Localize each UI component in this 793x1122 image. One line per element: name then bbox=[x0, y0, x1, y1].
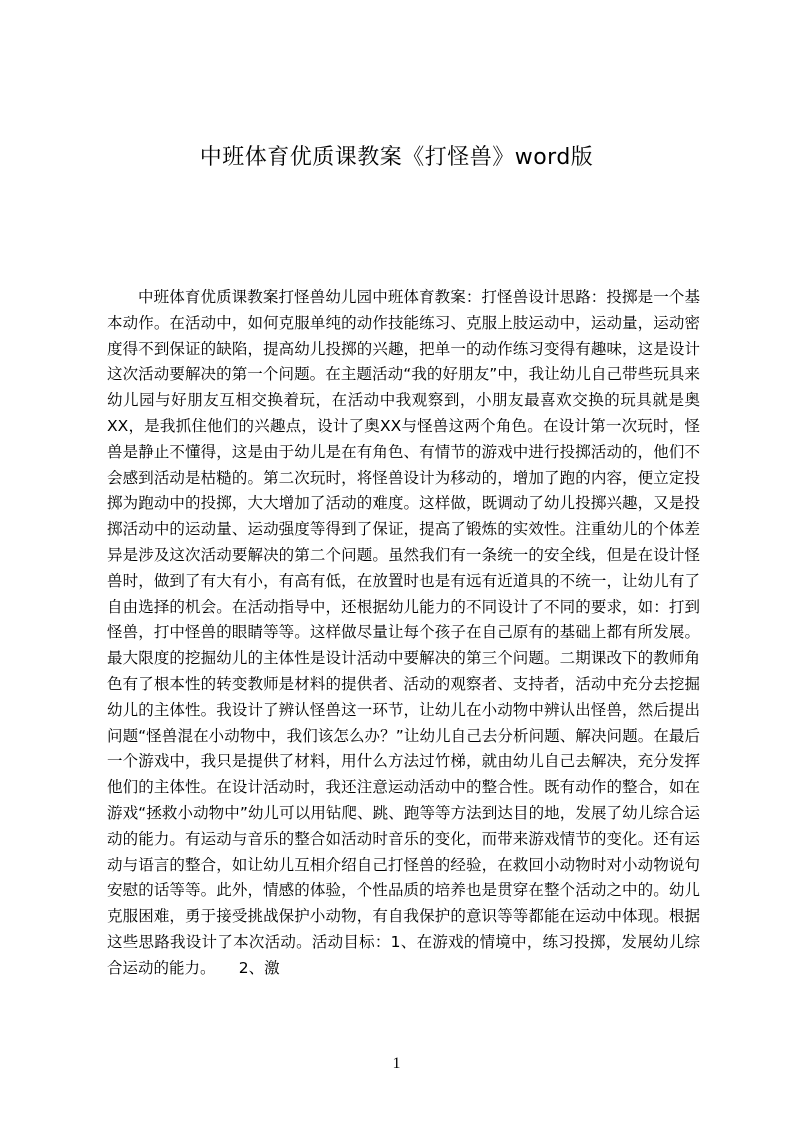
document-title: 中班体育优质课教案《打怪兽》word版 bbox=[199, 145, 594, 170]
page-number: 1 bbox=[392, 1055, 401, 1072]
document-body-paragraph: 中班体育优质课教案打怪兽幼儿园中班体育教案：打怪兽设计思路：投掷是一个基本动作。在活动中，如何克服单纯的动作技能练习、克服上肢运动中，运动量，运动密度得不到保证的缺陷，提高幼儿投掷的兴趣，把单一的动作练习变得有趣味，这是设计这次活动要解决的第一个问题。在主题活动“我的好朋友”中，我让幼儿自己带些玩具来幼儿园与好朋友互相交换着玩，在活动中我观察到，小朋友最喜欢交换的玩具就是奥XX，是我抓住他们的兴趣点，设计了奥XX与怪兽这两个角色。在设计第一次玩时，怪兽是静止不懂得，这是由于幼儿是在有角色、有情节的游戏中进行投掷活动的，他们不会感到活动是枯糙的。第二次玩时，将怪兽设计为移动的，增加了跑的内容，便立定投掷为跑动中的投掷，大大增加了活动的难度。这样做，既调动了幼儿投掷兴趣，又是投掷活动中的运动量、运动强度等得到了保证，提高了锻炼的实效性。注重幼儿的个体差异是涉及这次活动要解决的第二个问题。虽然我们有一条统一的安全线，但是在设计怪兽时，做到了有大有小，有高有低，在放置时也是有远有近道具的不统一，让幼儿有了自由选择的机会。在活动指导中，还根据幼儿能力的不同设计了不同的要求，如：打到怪兽，打中怪兽的眼睛等等。这样做尽量让每个孩子在自己原有的基础上都有所发展。最大限度的挖掘幼儿的主体性是设计活动中要解决的第三个问题。二期课改下的教师角色有了根本性的转变教师是材料的提供者、活动的观察者、支持者，活动中充分去挖掘幼儿的主体性。我设计了辨认怪兽这一环节，让幼儿在小动物中辨认出怪兽，然后提出问题“怪兽混在小动物中，我们该怎么办？”让幼儿自己去分析问题、解决问题。在最后一个游戏中，我只是提供了材料，用什么方法过竹梯，就由幼儿自己去解决，充分发挥他们的主体性。在设计活动时，我还注意运动活动中的整合性。既有动作的整合，如在游戏“拯救小动物中”幼儿可以用钻爬、跳、跑等等方法到达目的地，发展了幼儿综合运动的能力。有运动与音乐的整合如活动时音乐的变化，而带来游戏情节的变化。还有运动与语言的整合，如让幼儿互相介绍自己打怪兽的经验，在救回小动物时对小动物说句安慰的话等等。此外，情感的体验，个性品质的培养也是贯穿在整个活动之中的。幼儿克服困难，勇于接受挑战保护小动物，有自我保护的意识等等都能在运动中体现。根据这些思路我设计了本次活动。活动目标：1、在游戏的情境中，练习投掷，发展幼儿综合运动的能力。 2、激 bbox=[107, 288, 700, 977]
